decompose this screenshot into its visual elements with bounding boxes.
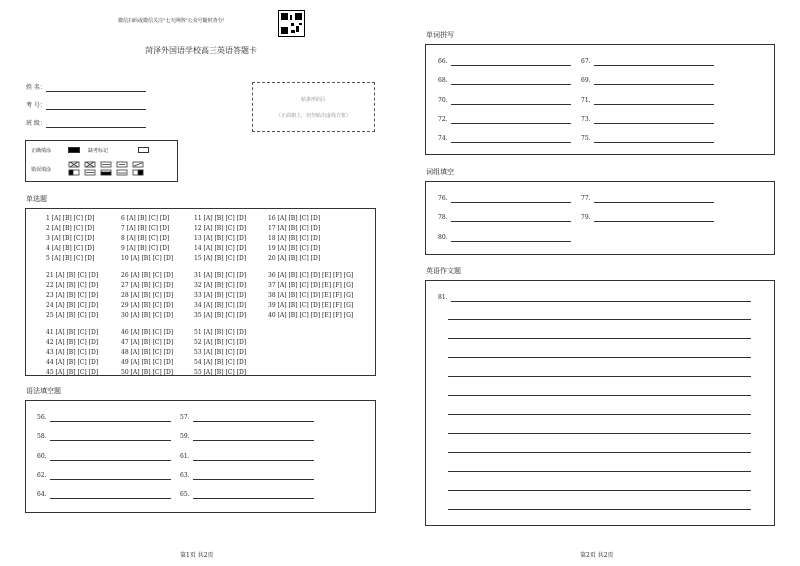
mc-question-row[interactable]: 11 [A] [B] [C] [D]	[194, 215, 247, 222]
blank-label: 66.	[438, 58, 448, 65]
essay-line[interactable]	[448, 509, 751, 510]
absent-mark-checkbox[interactable]	[138, 147, 149, 153]
answer-line[interactable]	[451, 202, 571, 203]
blank-label: 75.	[581, 135, 591, 142]
blank-label: 80.	[438, 234, 448, 241]
essay-line[interactable]	[448, 414, 751, 415]
class-field[interactable]	[46, 127, 146, 128]
wrong-fill-examples-icon	[68, 161, 158, 177]
mc-question-row[interactable]: 35 [A] [B] [C] [D]	[194, 312, 247, 319]
mc-question-row[interactable]: 37 [A] [B] [C] [D] [E] [F] [G]	[268, 282, 354, 289]
mc-question-row[interactable]: 8 [A] [B] [C] [D]	[121, 235, 170, 242]
mc-question-row[interactable]: 43 [A] [B] [C] [D]	[46, 349, 99, 356]
answer-line[interactable]	[50, 440, 171, 441]
mc-question-row[interactable]: 34 [A] [B] [C] [D]	[194, 302, 247, 309]
answer-line[interactable]	[594, 221, 714, 222]
mc-question-row[interactable]: 14 [A] [B] [C] [D]	[194, 245, 247, 252]
answer-line[interactable]	[451, 142, 571, 143]
answer-line[interactable]	[594, 84, 714, 85]
essay-line[interactable]	[448, 452, 751, 453]
wrong-fill-label: 错误填涂	[31, 167, 52, 173]
page-footer: 第2页 共2页	[580, 552, 614, 559]
blank-label: 76.	[438, 195, 448, 202]
mc-question-row[interactable]: 54 [A] [B] [C] [D]	[194, 359, 247, 366]
class-label: 班 级：	[26, 120, 46, 127]
blank-label: 71.	[581, 97, 591, 104]
answer-line[interactable]	[193, 440, 314, 441]
blank-label: 72.	[438, 116, 448, 123]
mc-question-row[interactable]: 17 [A] [B] [C] [D]	[268, 225, 321, 232]
answer-line[interactable]	[50, 498, 171, 499]
mc-question-row[interactable]: 26 [A] [B] [C] [D]	[121, 272, 174, 279]
answer-line[interactable]	[50, 479, 171, 480]
mc-question-row[interactable]: 25 [A] [B] [C] [D]	[46, 312, 99, 319]
essay-section-box	[425, 280, 775, 526]
answer-line[interactable]	[451, 241, 571, 242]
mc-question-row[interactable]: 1 [A] [B] [C] [D]	[46, 215, 95, 222]
answer-line[interactable]	[594, 123, 714, 124]
mc-question-row[interactable]: 7 [A] [B] [C] [D]	[121, 225, 170, 232]
mc-question-row[interactable]: 9 [A] [B] [C] [D]	[121, 245, 170, 252]
blank-label: 67.	[581, 58, 591, 65]
mc-question-row[interactable]: 31 [A] [B] [C] [D]	[194, 272, 247, 279]
essay-line[interactable]	[448, 376, 751, 377]
essay-number-label: 81.	[438, 294, 448, 301]
blank-label: 74.	[438, 135, 448, 142]
blank-label: 64.	[37, 491, 47, 498]
barcode-area	[252, 82, 375, 132]
blank-label: 65.	[180, 491, 190, 498]
answer-line[interactable]	[193, 421, 314, 422]
answer-line[interactable]	[594, 104, 714, 105]
mc-section-box	[25, 208, 376, 376]
grammar-section-title: 语法填空题	[26, 387, 61, 395]
essay-line[interactable]	[451, 301, 751, 302]
mc-question-row[interactable]: 22 [A] [B] [C] [D]	[46, 282, 99, 289]
mc-question-row[interactable]: 12 [A] [B] [C] [D]	[194, 225, 247, 232]
mc-question-row[interactable]: 18 [A] [B] [C] [D]	[268, 235, 321, 242]
mc-question-row[interactable]: 52 [A] [B] [C] [D]	[194, 339, 247, 346]
answer-line[interactable]	[451, 84, 571, 85]
blank-label: 60.	[37, 453, 47, 460]
essay-section-title: 英语作文题	[426, 267, 461, 275]
blank-label: 58.	[37, 433, 47, 440]
answer-line[interactable]	[451, 65, 571, 66]
blank-label: 63.	[180, 472, 190, 479]
mc-question-row[interactable]: 42 [A] [B] [C] [D]	[46, 339, 99, 346]
mc-question-row[interactable]: 21 [A] [B] [C] [D]	[46, 272, 99, 279]
essay-line[interactable]	[448, 319, 751, 320]
essay-line[interactable]	[448, 357, 751, 358]
mc-question-row[interactable]: 30 [A] [B] [C] [D]	[121, 312, 174, 319]
mc-question-row[interactable]: 16 [A] [B] [C] [D]	[268, 215, 321, 222]
blank-label: 79.	[581, 214, 591, 221]
mc-question-row[interactable]: 48 [A] [B] [C] [D]	[121, 349, 174, 356]
blank-label: 56.	[37, 414, 47, 421]
mc-question-row[interactable]: 5 [A] [B] [C] [D]	[46, 255, 95, 262]
answer-line[interactable]	[594, 202, 714, 203]
blank-label: 59.	[180, 433, 190, 440]
grammar-section-box	[25, 400, 376, 513]
exam-number-field[interactable]	[46, 109, 146, 110]
fill-guide-box	[25, 140, 178, 182]
blank-label: 62.	[37, 472, 47, 479]
mc-question-row[interactable]: 39 [A] [B] [C] [D] [E] [F] [G]	[268, 302, 354, 309]
blank-label: 70.	[438, 97, 448, 104]
mc-question-row[interactable]: 29 [A] [B] [C] [D]	[121, 302, 174, 309]
essay-line[interactable]	[448, 490, 751, 491]
page-title: 菏泽外国语学校高三英语答题卡	[145, 46, 257, 55]
mc-question-row[interactable]: 27 [A] [B] [C] [D]	[121, 282, 174, 289]
answer-line[interactable]	[451, 104, 571, 105]
mc-question-row[interactable]: 13 [A] [B] [C] [D]	[194, 235, 247, 242]
absent-mark-label: 缺考标记	[88, 148, 109, 154]
mc-question-row[interactable]: 4 [A] [B] [C] [D]	[46, 245, 95, 252]
correct-fill-label: 正确填涂	[31, 148, 52, 154]
blank-label: 61.	[180, 453, 190, 460]
answer-line[interactable]	[50, 460, 171, 461]
phrase-section-box	[425, 181, 775, 255]
mc-question-row[interactable]: 36 [A] [B] [C] [D] [E] [F] [G]	[268, 272, 354, 279]
mc-question-row[interactable]: 10 [A] [B] [C] [D]	[121, 255, 174, 262]
essay-line[interactable]	[448, 433, 751, 434]
mc-question-row[interactable]: 24 [A] [B] [C] [D]	[46, 302, 99, 309]
answer-line[interactable]	[451, 221, 571, 222]
mc-question-row[interactable]: 3 [A] [B] [C] [D]	[46, 235, 95, 242]
mc-question-row[interactable]: 20 [A] [B] [C] [D]	[268, 255, 321, 262]
mc-question-row[interactable]: 49 [A] [B] [C] [D]	[121, 359, 174, 366]
answer-line[interactable]	[193, 479, 314, 480]
mc-section-title: 单选题	[26, 195, 47, 203]
mc-question-row[interactable]: 2 [A] [B] [C] [D]	[46, 225, 95, 232]
qr-code-icon	[278, 10, 305, 37]
mc-question-row[interactable]: 41 [A] [B] [C] [D]	[46, 329, 99, 336]
answer-line[interactable]	[451, 123, 571, 124]
mc-question-row[interactable]: 6 [A] [B] [C] [D]	[121, 215, 170, 222]
mc-question-row[interactable]: 51 [A] [B] [C] [D]	[194, 329, 247, 336]
scan-notice: 微信扫码或微信关注"七天网络"公众号随时查分！	[118, 18, 228, 24]
answer-line[interactable]	[594, 65, 714, 66]
mc-question-row[interactable]: 33 [A] [B] [C] [D]	[194, 292, 247, 299]
mc-question-row[interactable]: 28 [A] [B] [C] [D]	[121, 292, 174, 299]
blank-label: 57.	[180, 414, 190, 421]
phrase-section-title: 词组填空	[426, 168, 454, 176]
mc-question-row[interactable]: 55 [A] [B] [C] [D]	[194, 369, 247, 376]
blank-label: 68.	[438, 77, 448, 84]
essay-line[interactable]	[448, 395, 751, 396]
mc-question-row[interactable]: 46 [A] [B] [C] [D]	[121, 329, 174, 336]
exam-number-label: 考 号：	[26, 102, 46, 109]
spelling-section-box	[425, 44, 775, 155]
spelling-section-title: 单词拼写	[426, 31, 454, 39]
name-label: 姓 名：	[26, 84, 46, 91]
mc-question-row[interactable]: 40 [A] [B] [C] [D] [E] [F] [G]	[268, 312, 354, 319]
mc-question-row[interactable]: 53 [A] [B] [C] [D]	[194, 349, 247, 356]
barcode-area-title: 贴条形码区	[300, 97, 326, 103]
mc-question-row[interactable]: 38 [A] [B] [C] [D] [E] [F] [G]	[268, 292, 354, 299]
mc-question-row[interactable]: 45 [A] [B] [C] [D]	[46, 369, 99, 376]
page-footer: 第1页 共2页	[180, 552, 214, 559]
mc-question-row[interactable]: 23 [A] [B] [C] [D]	[46, 292, 99, 299]
mc-question-row[interactable]: 47 [A] [B] [C] [D]	[121, 339, 174, 346]
mc-question-row[interactable]: 50 [A] [B] [C] [D]	[121, 369, 174, 376]
essay-line[interactable]	[448, 471, 751, 472]
blank-label: 77.	[581, 195, 591, 202]
blank-label: 78.	[438, 214, 448, 221]
correct-fill-example-icon	[68, 147, 80, 153]
barcode-area-hint: （正面朝上，切勿贴出虚线方框）	[275, 113, 351, 119]
mc-question-row[interactable]: 32 [A] [B] [C] [D]	[194, 282, 247, 289]
answer-line[interactable]	[193, 460, 314, 461]
mc-question-row[interactable]: 15 [A] [B] [C] [D]	[194, 255, 247, 262]
mc-question-row[interactable]: 19 [A] [B] [C] [D]	[268, 245, 321, 252]
blank-label: 73.	[581, 116, 591, 123]
blank-label: 69.	[581, 77, 591, 84]
answer-line[interactable]	[594, 142, 714, 143]
answer-line[interactable]	[50, 421, 171, 422]
mc-question-row[interactable]: 44 [A] [B] [C] [D]	[46, 359, 99, 366]
answer-line[interactable]	[193, 498, 314, 499]
essay-line[interactable]	[448, 338, 751, 339]
name-field[interactable]	[46, 91, 146, 92]
